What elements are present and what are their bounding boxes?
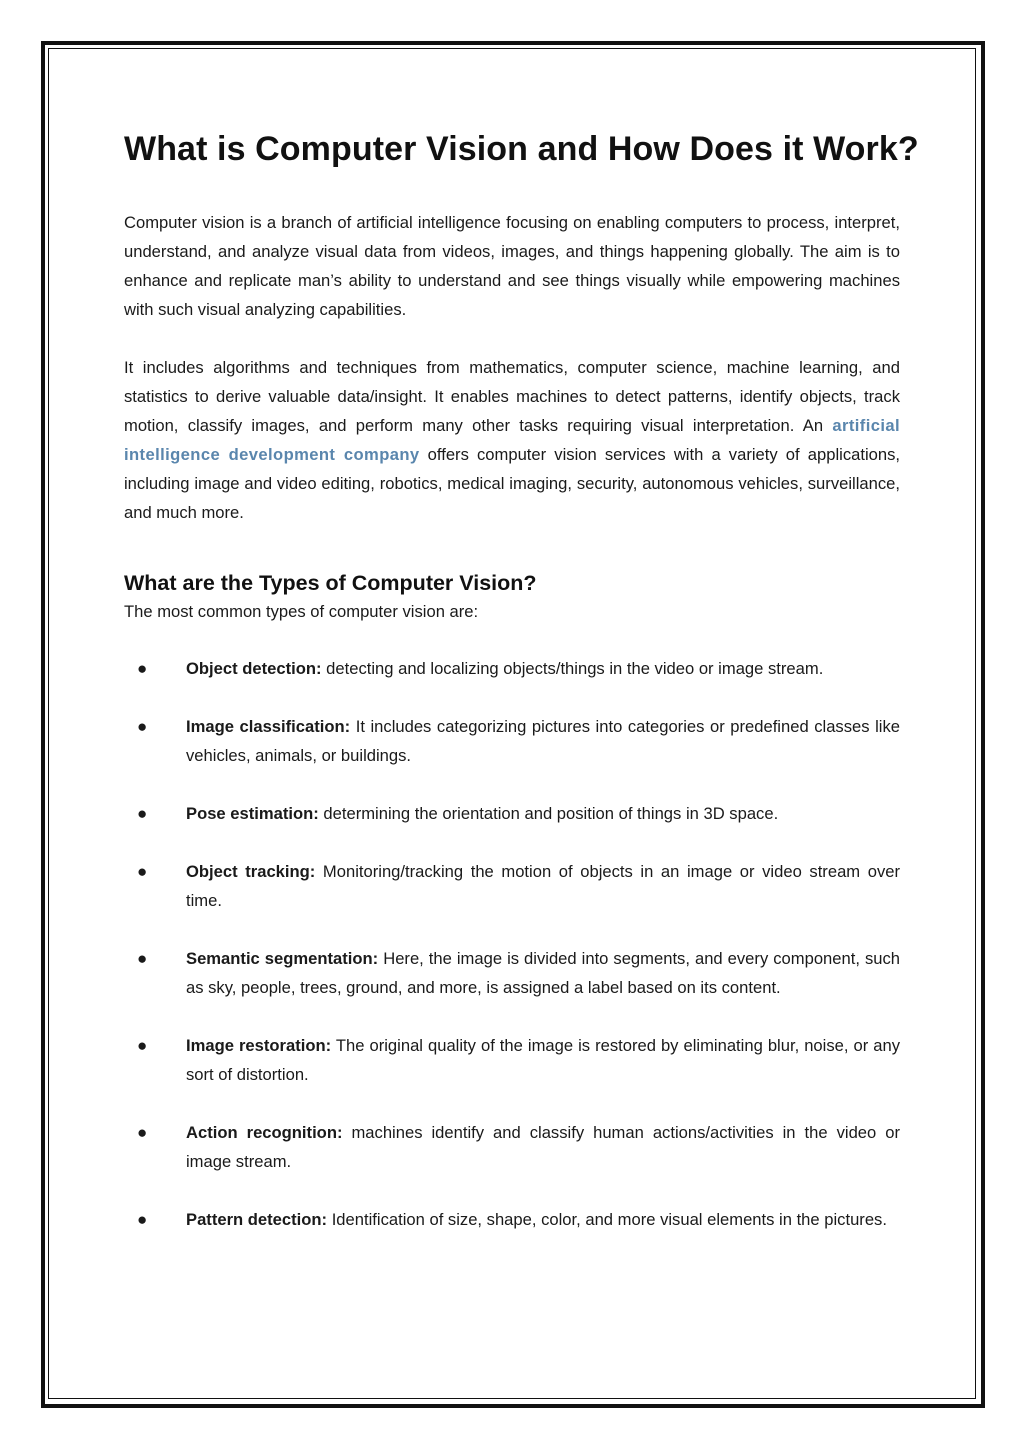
list-item-text: Here, the image is divided into segments, and every component, such as sky, people, trees, ground, and more, is assigned a label based on its content. <box>186 949 901 997</box>
list-item-text: The original quality of the image is restored by eliminating blur, noise, or any sort of distortion. <box>186 1036 900 1084</box>
list-item-text: detecting and localizing objects/things in the video or image stream. <box>321 659 824 678</box>
list-item <box>124 857 900 915</box>
list-item <box>124 654 900 683</box>
list-item-term: Image classification: <box>186 717 351 736</box>
bullet-icon: ● <box>137 949 148 968</box>
list-item <box>124 712 900 770</box>
section-heading: What are the Types of Computer Vision? <box>124 571 537 595</box>
list-item <box>124 799 900 828</box>
list-item-term: Pose estimation: <box>186 804 319 823</box>
document-body <box>124 120 919 1263</box>
list-item <box>124 1205 900 1234</box>
list-item <box>124 1031 900 1089</box>
list-item-term: Image restoration: <box>186 1036 332 1055</box>
bullet-icon: ● <box>137 1123 148 1142</box>
types-list <box>124 654 900 1234</box>
list-item-term: Object detection: <box>186 659 322 678</box>
bullet-icon: ● <box>137 659 148 678</box>
list-item-term: Pattern detection: <box>186 1210 328 1229</box>
list-item-term: Action recognition: <box>186 1123 343 1142</box>
list-item <box>124 944 900 1002</box>
bullet-icon: ● <box>137 1036 148 1055</box>
bullet-icon: ● <box>137 862 148 881</box>
list-item <box>124 1118 900 1176</box>
list-item-text: Monitoring/tracking the motion of objects in an image or video stream over time. <box>186 862 900 910</box>
list-item-text: Identification of size, shape, color, and more visual elements in the pictures. <box>327 1210 887 1229</box>
list-item-text: machines identify and classify human actions/activities in the video or image stream. <box>186 1123 900 1171</box>
bullet-icon: ● <box>137 1210 148 1229</box>
bullet-icon: ● <box>137 804 148 823</box>
section-intro: The most common types of computer vision are: <box>124 602 479 621</box>
list-item-text: It includes categorizing pictures into categories or predefined classes like vehicles, animals, or buildings. <box>186 717 900 765</box>
ai-development-company-link[interactable]: artificial intelligence development company <box>124 416 900 464</box>
second-paragraph-text-after: offers computer vision services with a variety of applications, including image and video editing, robotics, medical imaging, security, autonomous vehicles, surveillance, and much more. <box>124 445 901 522</box>
list-item-text: determining the orientation and position of things in 3D space. <box>318 804 779 823</box>
intro-paragraph: Computer vision is a branch of artificial intelligence focusing on enabling computers to process, interpret, understand, and analyze visual data from videos, images, and things happening globally. The aim is to enhance and replicate man’s ability to understand and see things visually while empowering machines with such visual analyzing capabilities. <box>124 213 900 319</box>
second-paragraph-text-before: It includes algorithms and techniques from mathematics, computer science, machine learning, and statistics to derive valuable data/insight. It enables machines to detect patterns, identify objects, track motion, classify images, and perform many other tasks requiring visual interpretation. An <box>124 358 900 435</box>
bullet-icon: ● <box>137 717 148 736</box>
second-paragraph <box>124 353 900 527</box>
list-item-term: Semantic segmentation: <box>186 949 379 968</box>
page-title: What is Computer Vision and How Does it Work? <box>124 130 919 168</box>
list-item-term: Object tracking: <box>186 862 316 881</box>
